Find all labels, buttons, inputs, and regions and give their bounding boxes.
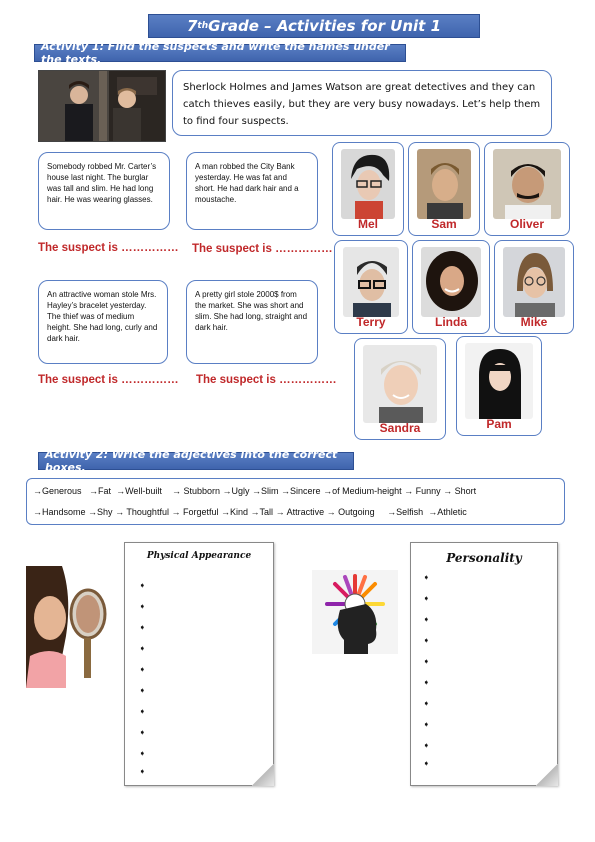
suspect-card-sandra [354, 338, 446, 440]
personality-title: Personality [446, 551, 522, 565]
suspect-name: Mike [520, 315, 548, 329]
story-text: A pretty girl stole 2000$ from the market. She was short and slim. She had long, straight and dark hair. [195, 290, 308, 332]
suspect-card-sam [408, 142, 480, 236]
adjectives-row-2: →Handsome →Shy → Thoughtful → Forgetful →Kind →Tall → Attractive → Outgoing →Selfish →Athletic [33, 507, 467, 517]
sherlock-watson-photo [38, 70, 166, 142]
story-text: A man robbed the City Bank yesterday. He was fat and short. He had dark hair and a moustache. [195, 162, 299, 204]
mirror-woman-image [26, 566, 108, 688]
suspect-name: Pam [486, 417, 512, 431]
suspect-card-linda [412, 240, 490, 334]
physical-appearance-box [124, 542, 274, 786]
activity2-heading: Activity 2: Write the adjectives into the correct boxes. [38, 452, 354, 470]
intro-box [172, 70, 552, 136]
suspect-answer-line-2[interactable]: The suspect is …………… [192, 243, 333, 255]
title-prefix: 7 [186, 17, 198, 35]
suspect-photo [493, 149, 561, 219]
suspect-photo [343, 247, 399, 317]
story-box-4 [186, 280, 318, 364]
intro-text: Sherlock Holmes and James Watson are great detectives and they can catch thieves easily, but they are very busy nowadays. Let’s help them to find four suspects. [183, 82, 541, 127]
bullet-icon: ➧ [423, 678, 430, 687]
story-box-1 [38, 152, 170, 230]
story-text: Somebody robbed Mr. Carter’s house last night. The burglar was tall and slim. He had long hair. He was wearing glasses. [47, 162, 157, 204]
story-box-2 [186, 152, 318, 230]
suspect-photo [503, 247, 565, 317]
suspect-card-mel [332, 142, 404, 236]
personality-box [410, 542, 558, 786]
suspect-photo [341, 149, 395, 219]
bullet-icon: ➧ [423, 636, 430, 645]
bullet-icon: ➧ [423, 741, 430, 750]
suspect-name: Terry [356, 315, 386, 329]
physical-appearance-title: Physical Appearance [146, 551, 252, 561]
bullet-icon: ➧ [423, 657, 430, 666]
suspect-answer-line-3[interactable]: The suspect is …………… [38, 374, 179, 386]
bullet-icon: ➧ [139, 728, 146, 737]
adjectives-box [26, 478, 565, 525]
bullet-icon: ➧ [139, 665, 146, 674]
bullet-icon: ➧ [139, 602, 146, 611]
page-fold [536, 764, 558, 786]
bullet-icon: ➧ [423, 699, 430, 708]
suspect-photo [363, 345, 437, 423]
page-title [148, 14, 480, 38]
bullet-icon: ➧ [139, 686, 146, 695]
bullet-icon: ➧ [139, 581, 146, 590]
bullet-icon: ➧ [139, 623, 146, 632]
story-text: An attractive woman stole Mrs. Hayley’s bracelet yesterday. The thief was of medium height. She had long, curly and dark hair. [47, 290, 158, 343]
suspect-card-terry [334, 240, 408, 334]
suspect-card-pam [456, 336, 542, 436]
suspect-name: Oliver [509, 217, 545, 231]
suspect-name: Sandra [379, 421, 421, 435]
bullet-icon: ➧ [423, 615, 430, 624]
bullet-icon: ➧ [423, 594, 430, 603]
suspect-card-oliver [484, 142, 570, 236]
suspect-card-mike [494, 240, 574, 334]
suspect-photo [417, 149, 471, 219]
bullet-icon: ➧ [139, 644, 146, 653]
suspect-answer-line-4[interactable]: The suspect is …………… [196, 374, 337, 386]
bullet-icon: ➧ [423, 759, 430, 768]
bullet-icon: ➧ [139, 767, 146, 776]
page-fold [252, 764, 274, 786]
suspect-name: Sam [431, 217, 457, 231]
colorful-head-image [312, 570, 398, 654]
suspect-name: Mel [357, 217, 378, 231]
bullet-icon: ➧ [423, 573, 430, 582]
activity1-heading: Activity 1: Find the suspects and write the names under the texts. [34, 44, 406, 62]
suspect-photo [465, 343, 533, 419]
story-box-3 [38, 280, 168, 364]
title-sup: th [197, 21, 209, 31]
suspect-name: Linda [435, 315, 467, 329]
bullet-icon: ➧ [139, 749, 146, 758]
suspect-photo [421, 247, 481, 317]
bullet-icon: ➧ [139, 707, 146, 716]
bullet-icon: ➧ [423, 720, 430, 729]
title-rest: Grade – Activities for Unit 1 [208, 17, 442, 35]
adjectives-row-1: →Generous →Fat →Well-built → Stubborn →Ugly →Slim →Sincere →of Medium-height → Funny → Short [33, 486, 477, 496]
suspect-answer-line-1[interactable]: The suspect is …………… [38, 242, 179, 254]
